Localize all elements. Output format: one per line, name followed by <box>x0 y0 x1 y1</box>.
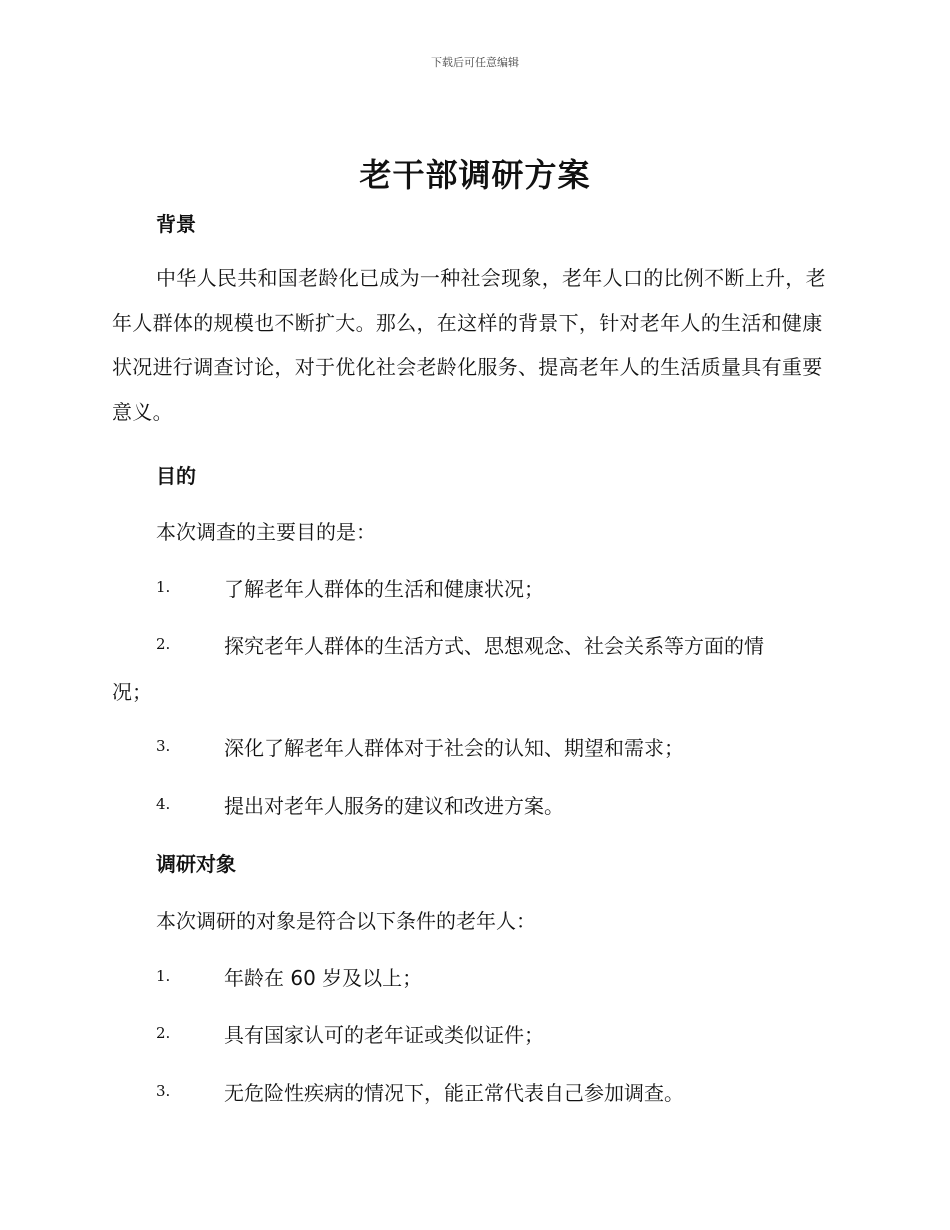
purpose-intro: 本次调查的主要目的是： <box>156 520 376 544</box>
subjects-item-number: 2. <box>156 1024 171 1042</box>
purpose-item-number: 1. <box>156 578 171 596</box>
purpose-item-number: 4. <box>156 795 171 813</box>
section-heading-purpose: 目的 <box>156 464 196 488</box>
subjects-item-text: 具有国家认可的老年证或类似证件； <box>224 1023 544 1047</box>
subjects-item-number: 1. <box>156 967 171 985</box>
purpose-item-continuation: 况； <box>112 680 152 704</box>
purpose-item-number: 2. <box>156 635 171 653</box>
header-note: 下载后可任意编辑 <box>431 56 519 69</box>
section-heading-background: 背景 <box>156 212 196 236</box>
purpose-item-text: 提出对老年人服务的建议和改进方案。 <box>224 794 564 818</box>
subjects-item-number: 3. <box>156 1082 171 1100</box>
background-paragraph: 中华人民共和国老龄化已成为一种社会现象，老年人口的比例不断上升，老年人群体的规模也不断扩大。那么，在这样的背景下，针对老年人的生活和健康状况进行调查讨论，对于优化社会老龄化服务、提高老年人的生活质量具有重要意义。 <box>112 266 826 424</box>
section-heading-subjects: 调研对象 <box>156 852 236 876</box>
purpose-item-text: 深化了解老年人群体对于社会的认知、期望和需求； <box>224 736 684 760</box>
subjects-item-text: 无危险性疾病的情况下，能正常代表自己参加调查。 <box>224 1081 684 1105</box>
purpose-item-number: 3. <box>156 737 171 755</box>
subjects-item-text: 年龄在 60 岁及以上； <box>224 966 423 990</box>
purpose-item-text: 探究老年人群体的生活方式、思想观念、社会关系等方面的情 <box>224 634 764 658</box>
purpose-item-text: 了解老年人群体的生活和健康状况； <box>224 577 544 601</box>
document-title: 老干部调研方案 <box>359 156 591 194</box>
subjects-intro: 本次调研的对象是符合以下条件的老年人： <box>156 909 536 933</box>
